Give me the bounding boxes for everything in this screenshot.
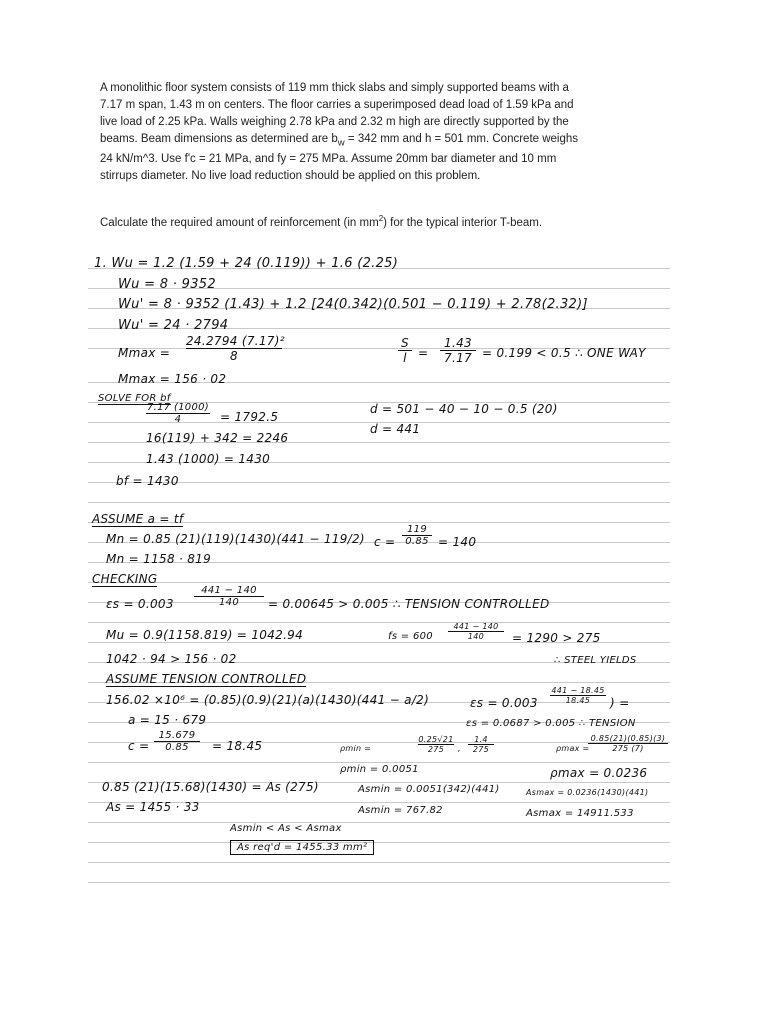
bf1-fraction <box>146 402 210 425</box>
d-result: d = 441 <box>370 422 421 436</box>
bf1-denominator: 4 <box>174 414 182 425</box>
ratio-denominator: 7.17 <box>444 351 472 365</box>
c2-fraction <box>154 730 200 753</box>
question-text-a: Calculate the required amount of reinforcement (in mm <box>100 216 379 229</box>
pmin-denominator-2: 275 <box>472 745 490 754</box>
assume-a-heading: ASSUME a = tf <box>92 512 184 526</box>
question <box>100 214 700 229</box>
fs-fraction <box>448 622 504 641</box>
ruled-line <box>88 842 670 843</box>
es2-label: εs = 0.003 <box>470 696 538 710</box>
wu-result: Wu = 8 · 9352 <box>118 277 216 292</box>
es1-numerator: 441 − 140 <box>194 585 264 597</box>
problem-line-4b: = 342 mm and h = 501 mm. Concrete weighs <box>344 133 579 145</box>
mn-result: Mn = 1158 · 819 <box>106 552 212 566</box>
wu-equation: 1. Wu = 1.2 (1.59 + 24 (0.119)) + 1.6 (2.25) <box>94 256 399 271</box>
es1-result: = 0.00645 > 0.005 ∴ TENSION CONTROLLED <box>268 597 550 611</box>
problem-line-4 <box>100 131 680 151</box>
pmin-denominator-1: 275 <box>427 745 445 754</box>
asmax-value: Asmax = 14911.533 <box>526 808 634 819</box>
bf1-numerator: 7.17 (1000) <box>147 402 209 413</box>
ratio-result: = 0.199 < 0.5 ∴ ONE WAY <box>482 346 646 360</box>
bf3: 1.43 (1000) = 1430 <box>146 452 271 466</box>
moment-equation: 156.02 ×10⁶ = (0.85)(0.9)(21)(a)(1430)(441 − a/2) <box>106 693 430 707</box>
asmin-value: Asmin = 767.82 <box>358 805 443 816</box>
as-bounds: Asmin < As < Asmax <box>230 823 342 834</box>
bf1-value: = 1792.5 <box>220 410 279 424</box>
bf2: 16(119) + 342 = 2246 <box>146 431 289 445</box>
problem-line-2: 7.17 m span, 1.43 m on centers. The floor carries a superimposed dead load of 1.59 kPa and <box>100 99 574 111</box>
mmax-numerator: 24.2794 (7.17)² <box>186 334 285 348</box>
mmax-result: Mmax = 156 · 02 <box>118 372 227 386</box>
es2-numerator: 441 − 18.45 <box>551 686 605 695</box>
fs-label: fs = 600 <box>388 631 433 642</box>
ratio-numerator: 1.43 <box>440 336 476 351</box>
question-superscript: 2 <box>378 214 384 223</box>
c-fraction <box>402 524 432 547</box>
ruled-line <box>88 762 670 763</box>
pmin-fraction-1 <box>418 735 454 754</box>
es1-denominator: 140 <box>219 597 239 608</box>
bf-result: bf = 1430 <box>116 474 179 488</box>
pmin-separator: , <box>458 744 461 753</box>
ruled-line <box>88 622 670 623</box>
mu-equation: Mu = 0.9(1158.819) = 1042.94 <box>106 628 304 642</box>
checking-heading: CHECKING <box>92 572 158 586</box>
d-equation: d = 501 − 40 − 10 − 0.5 (20) <box>370 402 558 416</box>
c-denominator: 0.85 <box>405 536 429 547</box>
ratio-s: S <box>398 336 412 351</box>
pmax-denominator: 275 (7) <box>612 744 644 753</box>
c-label: c = <box>374 535 396 549</box>
steel-yields: ∴ STEEL YIELDS <box>554 655 637 666</box>
as-result: As = 1455 · 33 <box>106 800 200 814</box>
es3-result: εs = 0.0687 > 0.005 ∴ TENSION <box>466 718 636 729</box>
ratio-fraction <box>398 336 412 365</box>
problem-line-6: stirrups diameter. No live load reduction should be applied on this problem. <box>100 170 481 183</box>
fs-denominator: 140 <box>467 632 485 641</box>
ruled-line <box>88 502 670 503</box>
pmin-label: ρmin = <box>340 744 372 753</box>
problem-line-4a: beams. Beam dimensions as determined are b <box>100 133 338 145</box>
es2-denominator: 18.45 <box>565 696 591 705</box>
mmax-denominator: 8 <box>230 349 238 363</box>
ratio-equals: = <box>418 346 429 360</box>
c2-label: c = <box>128 739 150 753</box>
assume-tension-heading: ASSUME TENSION CONTROLLED <box>106 672 307 686</box>
fs-numerator: 441 − 140 <box>448 622 504 632</box>
problem-line-4-sub: w <box>337 137 345 149</box>
problem-statement <box>100 80 680 185</box>
question-text-b: ) for the typical interior T-beam. <box>383 216 543 229</box>
pmax-fraction <box>588 734 668 753</box>
es2-close: ) = <box>610 696 630 710</box>
ratio-value-fraction <box>440 336 476 365</box>
pmin-numerator-2: 1.4 <box>468 735 494 745</box>
final-answer: As req'd = 1455.33 mm² <box>230 840 374 855</box>
pmax-numerator: 0.85(21)(0.85)(3) <box>588 734 668 744</box>
wu-prime-result: Wu' = 24 · 2794 <box>118 318 229 333</box>
ruled-line <box>88 882 670 883</box>
ruled-line <box>88 582 670 583</box>
pmax-value: ρmax = 0.0236 <box>550 766 648 780</box>
c-value: = 140 <box>438 535 477 549</box>
pmax-label: ρmax = <box>556 744 590 753</box>
as-equation: 0.85 (21)(15.68)(1430) = As (275) <box>102 780 319 794</box>
handwritten-solution <box>88 250 670 890</box>
c2-denominator: 0.85 <box>165 742 189 753</box>
es1-fraction <box>194 585 264 608</box>
c2-value: = 18.45 <box>212 739 263 753</box>
problem-line-5: 24 kN/m^3. Use f'c = 21 MPa, and fy = 275 MPa. Assume 20mm bar diameter and 10 mm <box>100 153 557 166</box>
comparison: 1042 · 94 > 156 · 02 <box>106 652 237 666</box>
pmin-value: ρmin = 0.0051 <box>340 764 419 775</box>
c-numerator: 119 <box>402 524 432 536</box>
wu-prime-equation: Wu' = 8 · 9352 (1.43) + 1.2 [24(0.342)(0.501 − 0.119) + 2.78(2.32)] <box>118 297 588 312</box>
es2-fraction <box>550 686 606 705</box>
solve-bf-heading: SOLVE FOR bf <box>98 393 171 404</box>
pmin-numerator-1: 0.25√21 <box>418 735 454 744</box>
mn-equation: Mn = 0.85 (21)(119)(1430)(441 − 119/2) <box>106 532 365 546</box>
fs-result: = 1290 > 275 <box>512 631 601 645</box>
asmax-calc: Asmax = 0.0236(1430)(441) <box>526 788 649 797</box>
ruled-line <box>88 822 670 823</box>
a-result: a = 15 · 679 <box>128 713 207 727</box>
ratio-l: l <box>403 351 407 365</box>
problem-line-3: live load of 2.25 kPa. Walls weighing 2.78 kPa and 2.32 m high are directly supported by the <box>100 116 569 128</box>
es1-label: εs = 0.003 <box>106 597 174 611</box>
problem-line-1: A monolithic floor system consists of 119 mm thick slabs and simply supported beams with a <box>100 82 569 94</box>
mmax-label: Mmax = <box>118 346 171 360</box>
ruled-line <box>88 862 670 863</box>
pmin-fraction-2 <box>468 735 494 754</box>
c2-numerator: 15.679 <box>154 730 200 742</box>
mmax-fraction <box>186 334 285 363</box>
asmin-calc: Asmin = 0.0051(342)(441) <box>358 784 500 795</box>
